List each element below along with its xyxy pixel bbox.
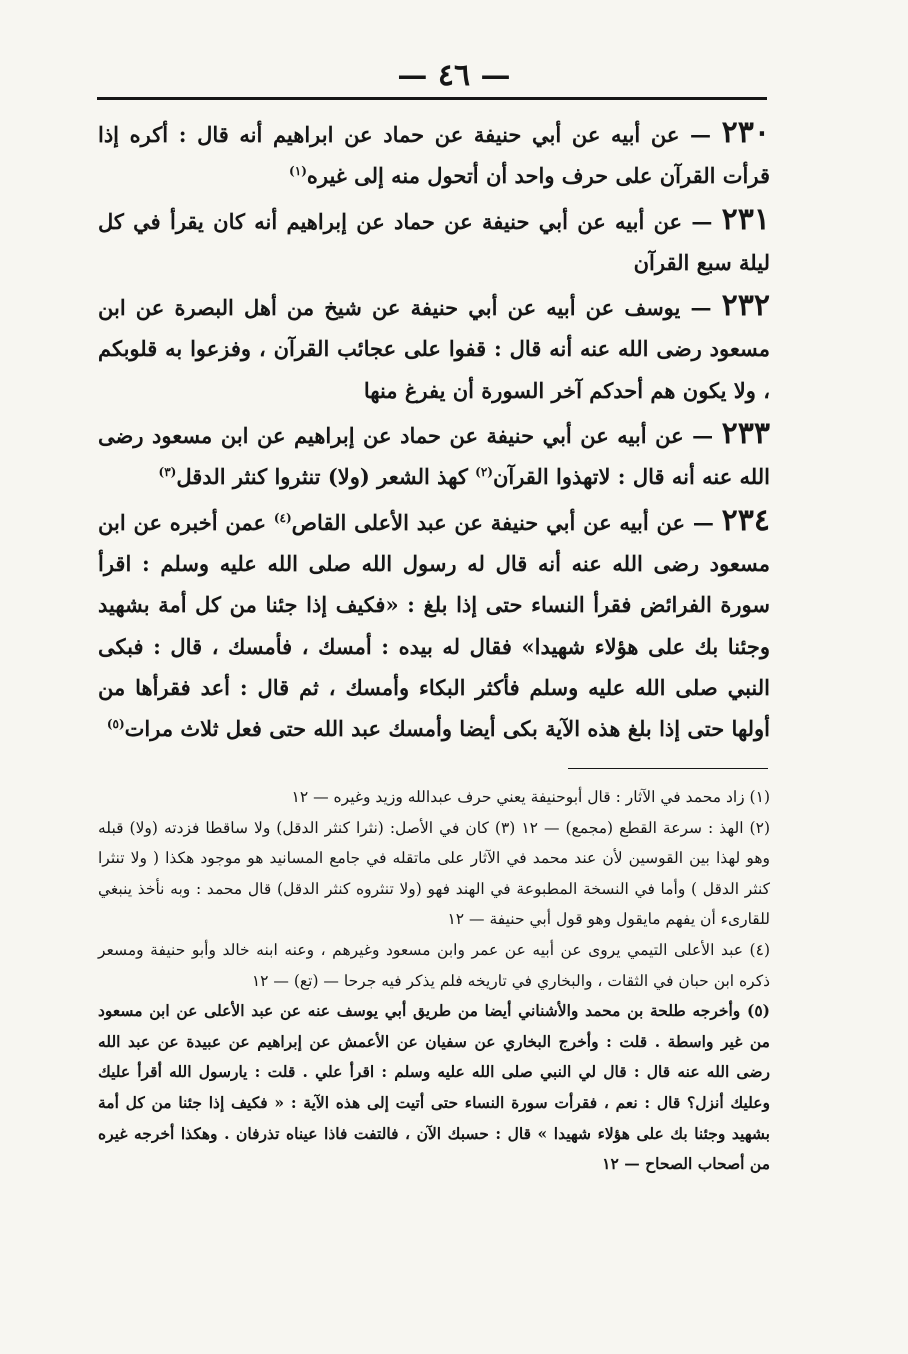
hadith-entry-232 — [98, 285, 770, 411]
hadith-entry-234 — [98, 500, 770, 750]
entry-number: ٢٣٠ — [721, 115, 771, 150]
hadith-entry-231 — [98, 199, 770, 284]
footnote-4: (٤) عبد الأعلى التيمي يروى عن أبيه عن عمر وابن مسعود وغيرهم ، وعنه ابنه خالد وأبو حنيفة ومسعر ذكره ابن حبان في الثقات ، والبخاري في تاريخه فلم يذكر فيه جرحا — (تع) — ١٢ — [98, 940, 770, 990]
hadith-entry-230 — [98, 112, 770, 197]
hadith-entry-233 — [98, 413, 770, 498]
entry-number: ٢٣١ — [721, 201, 770, 237]
footnote-1: (١) زاد محمد في الآثار : قال أبوحنيفة يعني حرف عبدالله وزيد وغيره — ١٢ — [291, 788, 770, 806]
entry-text: — عن أبيه عن أبي حنيفة عن حماد عن إبراهيم أنه كان يقرأ في كل ليلة سبع القرآن — [98, 208, 770, 275]
page-number: — ٤٦ — — [397, 58, 511, 93]
entry-text-continued: كهذ الشعر (ولا) تنثروا كنثر الدقل — [176, 464, 476, 490]
entry-number: ٢٣٢ — [721, 288, 771, 324]
entry-text: — عن أبيه عن أبي حنيفة عن حماد عن إبراهيم عن ابن مسعود رضى الله عنه أنه قال : لاتهذوا القرآن — [98, 423, 770, 490]
footnote-ref: (٤) — [273, 510, 292, 525]
header-rule — [97, 97, 767, 100]
footnote-ref: (٣) — [158, 465, 177, 480]
footnotes — [98, 782, 770, 1180]
footnote-rule — [568, 768, 768, 769]
entry-text: — عن أبيه عن أبي حنيفة عن عبد الأعلى القاص — [291, 509, 714, 535]
entry-text: — عن أبيه عن أبي حنيفة عن حماد عن ابراهيم أنه قال : أكره إذا قرأت القرآن على حرف واحد أن أتحول منه إلى غيره — [98, 122, 770, 189]
footnote-ref: (١) — [289, 164, 307, 179]
entry-text-continued: عمن أخبره عن ابن مسعود رضى الله عنه أنه قال له رسول الله صلى الله عليه وسلم : اقرأ سورة الفرائض فقرأ النساء حتى إذا بلغ : «فكيف إذا جئنا من كل أمة بشهيد وجئنا بك على هؤلاء شهيدا» فقال له بيده : أمسك ، فأمسك ، قال : فبكى النبي صلى الله عليه وسلم فأكثر البكاء وأمسك ، ثم قال : أعد فقرأها من أولها حتى إذا بلغ هذه الآية بكى أيضا وأمسك عبد الله حتى فعل ثلاث مرات — [98, 509, 770, 742]
footnote-2-3: (٢) الهذ : سرعة القطع (مجمع) — ١٢ (٣) كان في الأصل: (نثرا كنثر الدقل) ولا ساقطا فزدته (ولا) قبله وهو لهذا بين القوسين لأن عند محمد في الآثار على ماتقله في جامع المسانيد هو موجود هكذا ( ولا تنثرا كنثر الدقل ) وأما في النسخة المطبوعة في الهند فهو (ولا تنثروه كنثر الدقل) قال محمد : وبه نأخذ ينبغي للقارىء أن يفهم مايقول وهو قول أبي حنيفة — ١٢ — [98, 818, 770, 929]
entry-text: — يوسف عن أبيه عن أبي حنيفة عن شيخ من أهل البصرة عن ابن مسعود رضى الله عنه أنه قال : قفوا على عجائب القرآن ، وفزعوا به قلوبكم ، ولا يكون هم أحدكم آخر السورة أن يفرغ منها — [98, 295, 770, 403]
main-text — [98, 112, 770, 751]
footnote-ref: (٥) — [106, 717, 125, 732]
footnote-5: (٥) وأخرجه طلحة بن محمد والأشناني أيضا من طريق أبي يوسف عنه عن عبد الأعلى عن ابن مسعود من غير واسطة . قلت : وأخرج البخاري عن سفيان عن الأعمش عن إبراهيم عن عبيدة عن عبد الله رضى الله عنه قال : قال لي النبي صلى الله عليه وسلم : اقرأ علي . قلت : يارسول الله أقرأ عليك وعليك أنزل؟ قال : نعم ، فقرأت سورة النساء حتى أتيت إلى هذه الآية : « فكيف إذا جئنا من كل أمة بشهيد وجئنا بك على هؤلاء شهيدا » قال : حسبك الآن ، فالتفت فاذا عيناه تذرفان . وهكذا أخرجه غيره من أصحاب الصحاح — ١٢ — [98, 1001, 770, 1174]
footnote-ref: (٢) — [475, 465, 493, 480]
entry-number: ٢٣٣ — [721, 416, 771, 452]
entry-number: ٢٣٤ — [721, 502, 770, 538]
